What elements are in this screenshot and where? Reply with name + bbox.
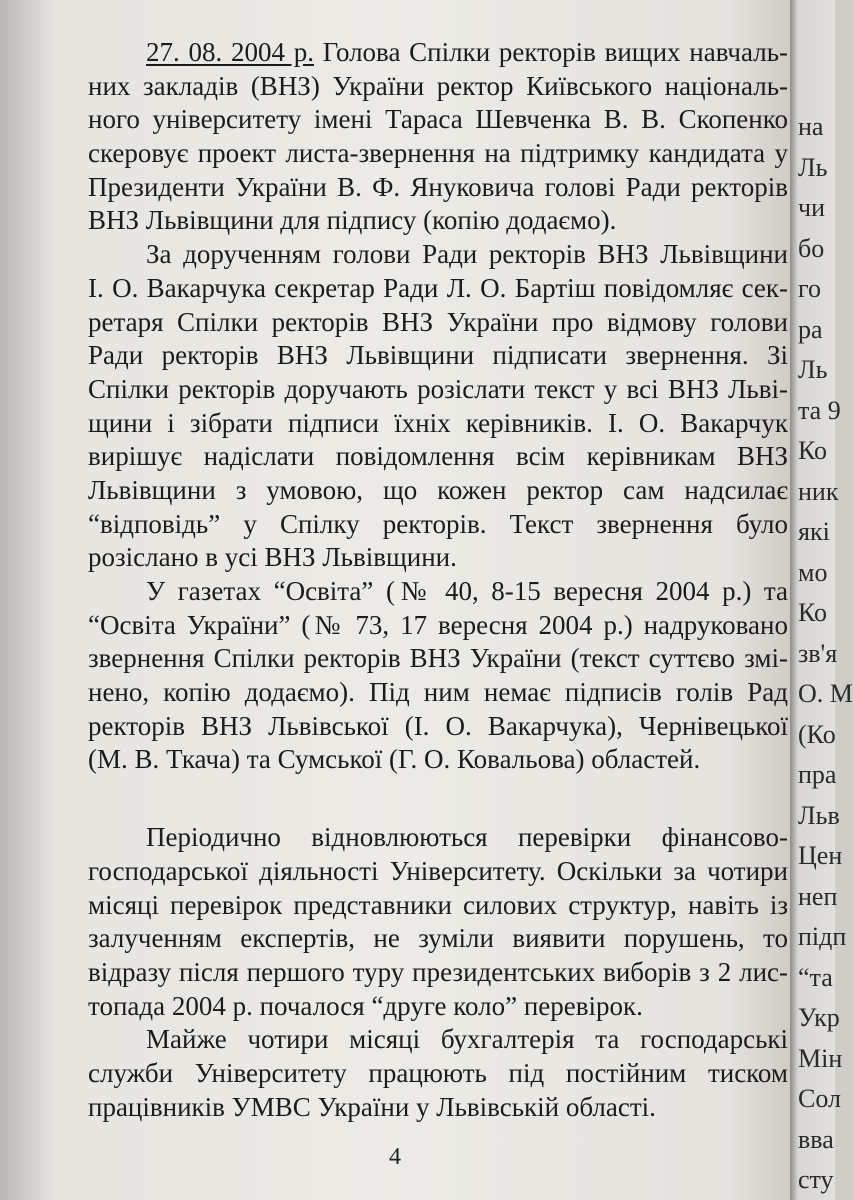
- adjacent-page-fragment: неп: [798, 881, 838, 911]
- text-line: вирішує надіслати повідомлення всім керівникам ВНЗ: [88, 441, 788, 472]
- adjacent-page-fragment: Ль: [798, 355, 828, 384]
- text-line: ного університету імені Тараса Шевченка В. В. Скопенко: [88, 104, 788, 135]
- adjacent-page-fragment: (Ко: [798, 719, 836, 749]
- adjacent-page-fragment: Ко: [798, 436, 828, 465]
- adjacent-page-fragment: підп: [798, 922, 847, 951]
- adjacent-page-fragment: Ль: [798, 152, 828, 182]
- adjacent-page-fragment: ник: [798, 476, 839, 506]
- text-line: За дорученням голови Ради ректорів ВНЗ Львівщини: [146, 239, 788, 270]
- adjacent-page-fragment: Сол: [798, 1084, 841, 1113]
- text-line: працівників УМВС України у Львівській області.: [88, 1091, 656, 1122]
- date-text: 27. 08. 2004 р.: [146, 37, 314, 67]
- text-line: “відповідь” у Спілку ректорів. Текст звернення було: [88, 508, 788, 539]
- adjacent-page-fragment: Ко: [798, 598, 828, 627]
- adjacent-page-fragment: “та: [798, 962, 833, 992]
- text-line: звернення Спілки ректорів ВНЗ України (текст суттєво змі-: [88, 643, 788, 674]
- adjacent-page-fragment: О. М: [798, 679, 853, 708]
- adjacent-page-fragment: мо: [798, 557, 828, 587]
- text-line: У газетах “Освіта” (№ 40, 8-15 вересня 2004 р.) та: [146, 576, 788, 606]
- adjacent-page-edge: [790, 0, 853, 1200]
- adjacent-page-fragment: ра: [798, 314, 823, 344]
- adjacent-page-fragment: бо: [798, 233, 825, 263]
- paragraph-4: [88, 821, 788, 1023]
- text-line: ВНЗ Львівщини для підпису (копію додаємо).: [88, 205, 617, 236]
- text-line: Спілки ректорів доручають розіслати текст у всі ВНЗ Льві-: [88, 373, 788, 404]
- adjacent-page-fragment: та 9: [798, 395, 841, 425]
- paragraph-2: [88, 238, 788, 575]
- text-line: залученням експертів, не зуміли виявити порушень, то: [88, 923, 788, 954]
- text-line: нено, копію додаємо). Під ним немає підписів голів Рад: [88, 677, 788, 708]
- paragraph-3: [88, 575, 788, 777]
- text-line: топада 2004 р. почалося “друге коло” перевірок.: [88, 990, 643, 1021]
- adjacent-page-fragment: го: [798, 274, 822, 303]
- text-line: ректорів ВНЗ Львівської (І. О. Вакарчука), Чернівецької: [88, 710, 788, 741]
- adjacent-page-fragment: сту: [798, 1165, 834, 1194]
- text-line: (М. В. Ткача) та Сумської (Г. О. Ковальова) областей.: [88, 744, 701, 775]
- text-line: “Освіта України” (№ 73, 17 вересня 2004 р.) надруковано: [88, 609, 788, 640]
- adjacent-page-fragment: Льв: [798, 800, 840, 830]
- text-line: господарської діяльності Університету. Оскільки за чотири: [88, 855, 788, 886]
- adjacent-page-fragment: зв'я: [798, 638, 838, 668]
- text-line: Ради ректорів ВНЗ Львівщини підписати звернення. Зі: [88, 340, 788, 371]
- paragraph-1: [88, 36, 788, 238]
- text-line: них закладів (ВНЗ) України ректор Київського національ-: [88, 70, 788, 101]
- text-line: ретаря Спілки ректорів ВНЗ України про відмову голови: [88, 306, 788, 337]
- adjacent-page-fragment: вва: [798, 1124, 834, 1154]
- adjacent-page-fragment: Укр: [798, 1003, 840, 1032]
- adjacent-page-fragment: Цен: [798, 841, 843, 870]
- adjacent-page-fragment: які: [798, 517, 830, 546]
- adjacent-page-fragment: чи: [798, 193, 825, 222]
- text-line: Львівщини з умовою, що кожен ректор сам надсилає: [88, 474, 788, 505]
- adjacent-page-fragment: пра: [798, 760, 837, 789]
- page-number: 4: [389, 1144, 401, 1170]
- text-line: служби Університету працюють під постійним тиском: [88, 1057, 788, 1088]
- text-line: відразу після першого туру президентських виборів з 2 лис-: [88, 956, 788, 987]
- text-line: місяці перевірок представники силових структур, навіть із: [88, 889, 788, 920]
- text-line: 27. 08. 2004 р. Голова Спілки ректорів вищих навчаль-: [146, 37, 788, 67]
- paragraph-5: [88, 1023, 788, 1124]
- text-line: щини і зібрати підписи їхніх керівників. І. О. Вакарчук: [88, 407, 788, 438]
- text-line: скеровує проект листа-звернення на підтримку кандидата у: [88, 138, 788, 169]
- text-line: розіслано в усі ВНЗ Львівщини.: [88, 542, 457, 573]
- body-text: [88, 36, 788, 1124]
- section-gap: [88, 777, 788, 821]
- text-line: Періодично відновлюються перевірки фінансово-: [146, 822, 788, 853]
- adjacent-page-fragment: Мін: [798, 1043, 843, 1073]
- text-line: Президенти України В. Ф. Януковича голові Ради ректорів: [88, 171, 788, 202]
- adjacent-page-fragment: на: [798, 112, 824, 141]
- text-line: Майже чотири місяці бухгалтерія та господарські: [146, 1024, 788, 1055]
- text-line: І. О. Вакарчука секретар Ради Л. О. Бартіш повідомляє сек-: [88, 272, 788, 303]
